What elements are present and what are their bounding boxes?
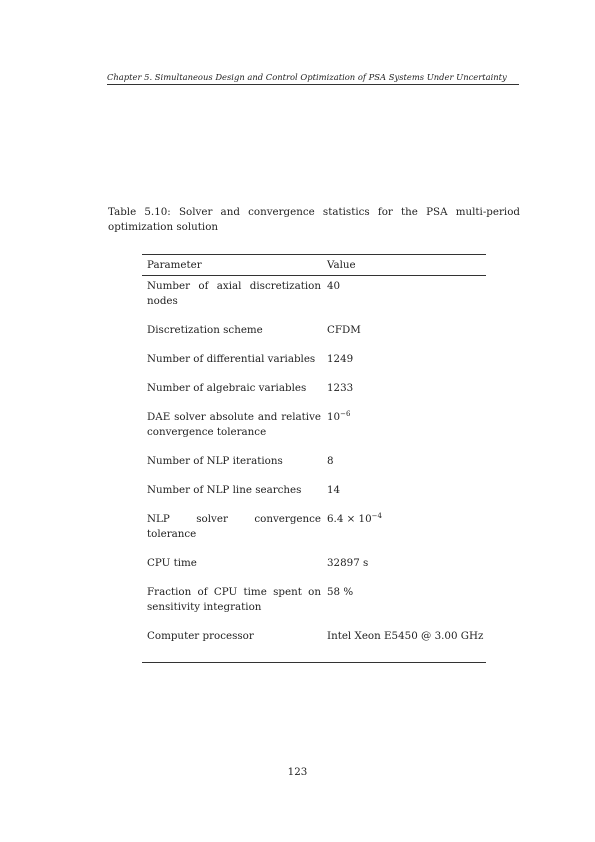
value-cell — [324, 629, 486, 644]
table-row — [142, 480, 486, 498]
value-text: 8 — [327, 455, 334, 467]
parameter-cell: Number of NLP line searches — [147, 484, 302, 496]
solver-statistics-table — [142, 254, 486, 663]
value-cell — [324, 454, 486, 469]
value-cell — [324, 410, 486, 440]
table-row — [142, 451, 486, 469]
value-text: 14 — [327, 484, 341, 496]
table-row — [142, 509, 486, 542]
table-row — [142, 320, 486, 338]
value-text: CFDM — [327, 324, 361, 336]
parameter-cell: CPU time — [147, 557, 197, 569]
column-header-parameter: Parameter — [147, 259, 202, 271]
value-text: 10 — [327, 411, 341, 423]
table-bottom-rule — [142, 662, 486, 663]
value-cell — [324, 279, 486, 309]
value-text: 32897 s — [327, 557, 369, 569]
table-row — [142, 626, 486, 644]
running-header: Chapter 5. Simultaneous Design and Control Optimization of PSA Systems Under Uncertainty — [107, 72, 519, 85]
value-text: 6.4 × 10 — [327, 513, 372, 525]
value-text: 1249 — [327, 353, 354, 365]
table-header-row — [142, 255, 486, 275]
parameter-cell: Number of NLP iterations — [147, 455, 283, 467]
parameter-cell: Number of axial discretization nodes — [147, 280, 321, 307]
parameter-cell: Computer processor — [147, 630, 254, 642]
value-cell — [324, 585, 486, 615]
parameter-cell: NLP solver convergence tolerance — [147, 513, 321, 540]
parameter-cell: Number of differential variables — [147, 353, 316, 365]
value-cell — [324, 381, 486, 396]
value-cell — [324, 512, 486, 542]
value-text: 1233 — [327, 382, 354, 394]
value-exponent: −6 — [340, 410, 351, 418]
table-row — [142, 378, 486, 396]
column-header-value: Value — [327, 259, 356, 271]
table-row — [142, 407, 486, 440]
value-cell — [324, 556, 486, 571]
table-caption: Table 5.10: Solver and convergence statistics for the PSA multi-period optimization solution — [108, 206, 520, 233]
value-text: 40 — [327, 280, 341, 292]
value-text: Intel Xeon E5450 @ 3.00 GHz — [327, 630, 484, 642]
value-cell — [324, 352, 486, 367]
table-body — [142, 276, 486, 644]
parameter-cell: Discretization scheme — [147, 324, 263, 336]
table-row — [142, 276, 486, 309]
value-cell — [324, 323, 486, 338]
parameter-cell: Number of algebraic variables — [147, 382, 307, 394]
value-exponent: −4 — [371, 512, 382, 520]
value-text: 58 % — [327, 586, 354, 598]
parameter-cell: Fraction of CPU time spent on sensitivity integration — [147, 586, 321, 613]
value-cell — [324, 483, 486, 498]
table-row — [142, 553, 486, 571]
table-row — [142, 582, 486, 615]
table-row — [142, 349, 486, 367]
parameter-cell: DAE solver absolute and relative convergence tolerance — [147, 411, 321, 438]
page-number: 123 — [287, 766, 308, 778]
